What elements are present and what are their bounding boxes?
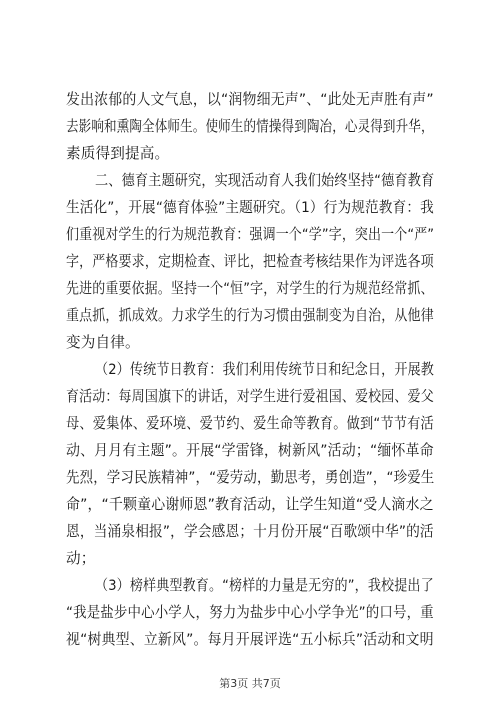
text-line: 命”，“千颗童心谢师恩”教育活动，让学生知道“受人滴水之 [66, 496, 434, 513]
text-line: 们重视对学生的行为规范教育：强调一个“学”字，突出一个“严” [66, 226, 435, 243]
text-line: 先进的重要依据。坚持一个“恒”字，对学生的行为规范经常抓、 [66, 280, 434, 297]
text-line: 去影响和熏陶全体师生。使师生的情操得到陶冶，心灵得到升华， [66, 118, 434, 135]
text-line: （2）传统节日教育：我们利用传统节日和纪念日，开展教 [95, 361, 435, 378]
text-line: 素质得到提高。 [66, 145, 170, 162]
text-line: 育活动：每周国旗下的讲话，对学生进行爱祖国、爱校园、爱父 [66, 388, 434, 405]
text-line: 恩，当涌泉相报”，学会感恩；十月份开展“百歌颂中华”的活 [66, 523, 434, 540]
page-footer: 第3页 共7页 [219, 677, 281, 690]
text-line: 动； [66, 550, 96, 567]
text-line: 变为自律。 [66, 334, 140, 351]
text-line: 字，严格要求，定期检查、评比，把检查考核结果作为评选各项 [66, 253, 434, 270]
text-line: 视“树典型、立新风”。每月开展评选“五小标兵”活动和文明 [66, 631, 434, 648]
text-line: 动、月月有主题”。开展“学雷锋，树新风”活动；“缅怀革命 [66, 442, 434, 459]
text-line: 生活化”，开展“德育体验”主题研究。（1）行为规范教育：我 [66, 199, 434, 216]
text-line: “我是盐步中心小学人，努力为盐步中心小学争光”的口号，重 [66, 604, 434, 621]
text-line: （3）榜样典型教育。“榜样的力量是无穷的”，我校提出了 [95, 577, 434, 594]
text-line: 二、德育主题研究，实现活动育人我们始终坚持“德育教育 [95, 172, 435, 189]
text-line: 先烈，学习民族精神”，“爱劳动，勤思考，勇创造”，“珍爱生 [66, 469, 435, 486]
text-line: 发出浓郁的人文气息，以“润物细无声”、“此处无声胜有声” [66, 91, 434, 108]
text-line: 重点抓，抓成效。力求学生的行为习惯由强制变为自治，从他律 [66, 307, 434, 324]
text-line: 母、爱集体、爱环境、爱节约、爱生命等教育。做到“节节有活 [66, 415, 434, 432]
